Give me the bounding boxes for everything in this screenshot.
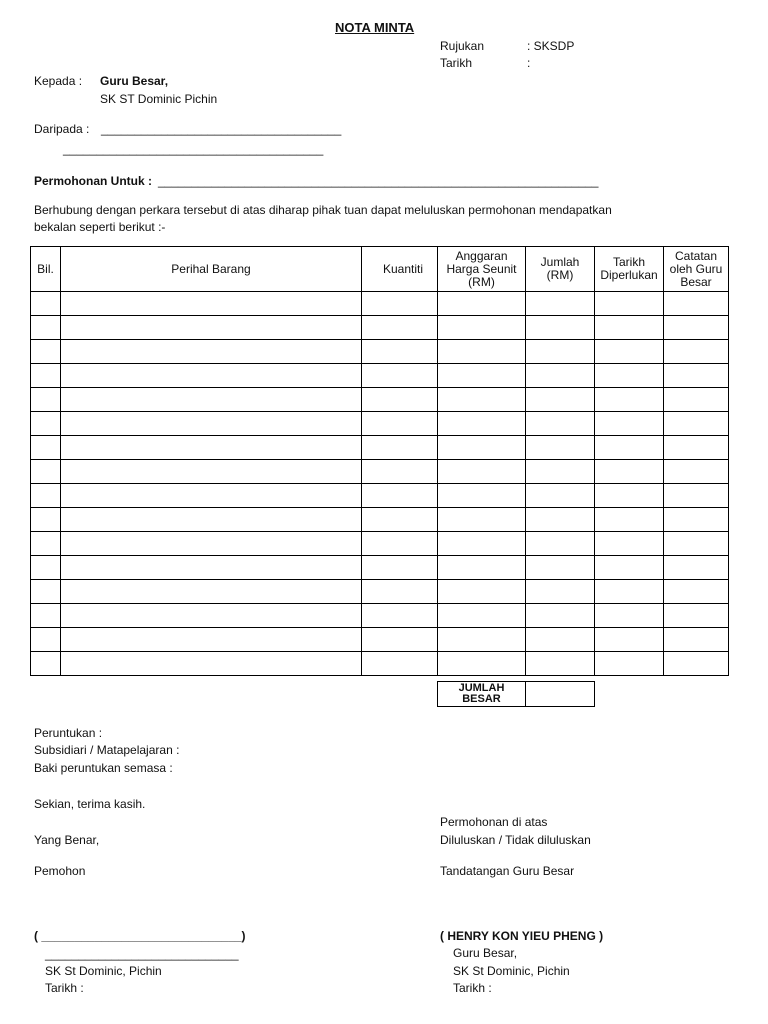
table-cell[interactable]: [61, 604, 362, 628]
table-cell[interactable]: [595, 388, 664, 412]
table-cell[interactable]: [362, 556, 438, 580]
table-cell[interactable]: [526, 292, 595, 316]
table-cell[interactable]: [31, 388, 61, 412]
table-cell[interactable]: [595, 604, 664, 628]
daripada-line-1: ____________________________________: [101, 122, 342, 136]
peruntukan-label: Peruntukan :: [34, 726, 103, 740]
table-row: [31, 292, 729, 316]
table-cell[interactable]: [438, 604, 526, 628]
table-header-row: [31, 247, 729, 292]
table-cell[interactable]: [595, 364, 664, 388]
left-signature-bracket: ( ______________________________): [34, 929, 246, 943]
page-title: NOTA MINTA: [335, 20, 415, 35]
subsidiari-label: Subsidiari / Matapelajaran :: [34, 743, 180, 757]
rujukan-value: : SKSDP: [527, 39, 575, 53]
table-row: [31, 580, 729, 604]
table-row: [31, 532, 729, 556]
table-cell[interactable]: [438, 388, 526, 412]
table-cell[interactable]: [526, 652, 595, 676]
table-row: [31, 388, 729, 412]
table-cell[interactable]: [664, 556, 729, 580]
table-cell[interactable]: [362, 436, 438, 460]
table-cell[interactable]: [595, 652, 664, 676]
left-signature-underline: _____________________________: [45, 947, 239, 961]
table-cell[interactable]: [438, 340, 526, 364]
right-signature-tarikh: Tarikh :: [453, 981, 492, 995]
table-row: [31, 316, 729, 340]
table-cell[interactable]: [526, 556, 595, 580]
table-cell[interactable]: [664, 484, 729, 508]
table-cell[interactable]: [595, 484, 664, 508]
table-cell[interactable]: [526, 388, 595, 412]
table-cell[interactable]: [61, 484, 362, 508]
table-cell[interactable]: [526, 316, 595, 340]
intro-line-2: bekalan seperti berikut :-: [34, 220, 166, 234]
table-cell[interactable]: [61, 652, 362, 676]
table-cell[interactable]: [526, 604, 595, 628]
closing-yang-benar: Yang Benar,: [34, 833, 100, 847]
closing-thanks: Sekian, terima kasih.: [34, 797, 146, 811]
daripada-line-2: _______________________________________: [63, 142, 324, 156]
table-cell[interactable]: [438, 580, 526, 604]
table-cell[interactable]: [526, 340, 595, 364]
table-cell[interactable]: [31, 604, 61, 628]
right-signature-school: SK St Dominic, Pichin: [453, 964, 570, 978]
table-cell[interactable]: [61, 556, 362, 580]
table-row: [31, 484, 729, 508]
table-cell[interactable]: [595, 292, 664, 316]
table-cell[interactable]: [362, 604, 438, 628]
table-cell[interactable]: [526, 460, 595, 484]
table-cell[interactable]: [362, 292, 438, 316]
table-cell[interactable]: [664, 436, 729, 460]
table-cell[interactable]: [438, 436, 526, 460]
table-cell[interactable]: [362, 340, 438, 364]
table-row: [31, 340, 729, 364]
table-cell[interactable]: [31, 484, 61, 508]
table-cell[interactable]: [31, 508, 61, 532]
table-cell[interactable]: [31, 436, 61, 460]
table-cell[interactable]: [61, 388, 362, 412]
table-cell[interactable]: [61, 436, 362, 460]
table-cell[interactable]: [61, 508, 362, 532]
table-cell[interactable]: [664, 532, 729, 556]
table-cell[interactable]: [438, 556, 526, 580]
table-cell[interactable]: [61, 412, 362, 436]
table-cell[interactable]: [31, 532, 61, 556]
table-cell[interactable]: [664, 460, 729, 484]
table-cell[interactable]: [595, 508, 664, 532]
kepada-name: Guru Besar,: [100, 74, 169, 88]
table-cell[interactable]: [664, 316, 729, 340]
table-cell[interactable]: [61, 628, 362, 652]
table-cell[interactable]: [664, 652, 729, 676]
approval-line-1: Permohonan di atas: [440, 815, 548, 829]
table-cell[interactable]: [526, 532, 595, 556]
left-signature-school: SK St Dominic, Pichin: [45, 964, 162, 978]
table-cell[interactable]: [61, 460, 362, 484]
table-row: [31, 628, 729, 652]
table-cell[interactable]: [61, 316, 362, 340]
table-cell[interactable]: [438, 316, 526, 340]
table-cell[interactable]: [595, 412, 664, 436]
table-cell[interactable]: [362, 460, 438, 484]
table-cell[interactable]: [664, 388, 729, 412]
right-signature-title: Guru Besar,: [453, 946, 518, 960]
table-cell[interactable]: [664, 604, 729, 628]
table-row: [31, 364, 729, 388]
table-cell[interactable]: [526, 508, 595, 532]
jumlah-besar-label: JUMLAH BESAR: [438, 682, 526, 707]
table-cell[interactable]: [664, 340, 729, 364]
table-cell[interactable]: [61, 292, 362, 316]
table-row: [31, 604, 729, 628]
table-cell[interactable]: [31, 460, 61, 484]
table-cell[interactable]: [61, 580, 362, 604]
table-cell[interactable]: [595, 532, 664, 556]
kepada-label: Kepada :: [34, 74, 83, 88]
total-table: [437, 681, 595, 707]
table-cell[interactable]: [31, 652, 61, 676]
table-cell[interactable]: [31, 340, 61, 364]
table-cell[interactable]: [438, 532, 526, 556]
table-cell[interactable]: [595, 628, 664, 652]
table-cell[interactable]: [362, 388, 438, 412]
table-cell[interactable]: [438, 460, 526, 484]
table-row: [31, 556, 729, 580]
header-anggaran-harga: Anggaran Harga Seunit (RM): [438, 247, 526, 292]
table-cell[interactable]: [438, 652, 526, 676]
table-cell[interactable]: [526, 412, 595, 436]
table-cell[interactable]: [31, 316, 61, 340]
table-cell[interactable]: [362, 532, 438, 556]
table-row: [31, 460, 729, 484]
table-cell[interactable]: [595, 460, 664, 484]
table-cell[interactable]: [362, 652, 438, 676]
table-cell[interactable]: [526, 484, 595, 508]
rujukan-label: Rujukan: [440, 39, 485, 53]
table-cell[interactable]: [61, 340, 362, 364]
table-cell[interactable]: [595, 316, 664, 340]
permohonan-line: __________________________________________________________________: [158, 174, 599, 188]
table-cell[interactable]: [31, 628, 61, 652]
table-cell[interactable]: [362, 412, 438, 436]
table-cell[interactable]: [595, 556, 664, 580]
table-cell[interactable]: [362, 316, 438, 340]
table-cell[interactable]: [526, 628, 595, 652]
table-cell[interactable]: [31, 580, 61, 604]
header-bil: Bil.: [31, 247, 61, 292]
table-cell[interactable]: [362, 364, 438, 388]
table-row: [31, 652, 729, 676]
jumlah-besar-cell[interactable]: [526, 682, 595, 707]
table-cell[interactable]: [31, 364, 61, 388]
table-cell[interactable]: [438, 508, 526, 532]
table-cell[interactable]: [362, 508, 438, 532]
table-cell[interactable]: [595, 340, 664, 364]
table-cell[interactable]: [664, 412, 729, 436]
items-table: [30, 246, 729, 676]
table-cell[interactable]: [664, 508, 729, 532]
table-cell[interactable]: [31, 556, 61, 580]
header-catatan: Catatan oleh Guru Besar: [664, 247, 729, 292]
table-cell[interactable]: [438, 484, 526, 508]
table-cell[interactable]: [61, 532, 362, 556]
table-cell[interactable]: [362, 580, 438, 604]
table-cell[interactable]: [61, 364, 362, 388]
table-cell[interactable]: [526, 580, 595, 604]
header-perihal-barang: Perihal Barang: [61, 247, 362, 292]
permohonan-label: Permohonan Untuk :: [34, 174, 153, 188]
header-tarikh-diperlukan: Tarikh Diperlukan: [595, 247, 664, 292]
approval-signature: Tandatangan Guru Besar: [440, 864, 575, 878]
approval-line-2: Diluluskan / Tidak diluluskan: [440, 833, 591, 847]
table-cell[interactable]: [595, 580, 664, 604]
tarikh-value: :: [527, 56, 531, 70]
table-cell[interactable]: [664, 628, 729, 652]
baki-label: Baki peruntukan semasa :: [34, 761, 173, 775]
header-kuantiti: Kuantiti: [362, 247, 438, 292]
left-signature-tarikh: Tarikh :: [45, 981, 84, 995]
table-row: [31, 412, 729, 436]
daripada-label: Daripada :: [34, 122, 90, 136]
closing-pemohon: Pemohon: [34, 864, 86, 878]
table-cell[interactable]: [664, 292, 729, 316]
table-cell[interactable]: [526, 364, 595, 388]
table-cell[interactable]: [664, 580, 729, 604]
table-cell[interactable]: [362, 484, 438, 508]
table-cell[interactable]: [438, 412, 526, 436]
table-cell[interactable]: [31, 292, 61, 316]
table-cell[interactable]: [664, 364, 729, 388]
table-row: [31, 436, 729, 460]
table-cell[interactable]: [595, 436, 664, 460]
table-cell[interactable]: [31, 412, 61, 436]
header-jumlah: Jumlah (RM): [526, 247, 595, 292]
table-row: [31, 508, 729, 532]
tarikh-label: Tarikh: [440, 56, 473, 70]
table-cell[interactable]: [438, 628, 526, 652]
table-cell[interactable]: [362, 628, 438, 652]
kepada-school: SK ST Dominic Pichin: [100, 92, 218, 106]
table-cell[interactable]: [438, 292, 526, 316]
table-cell[interactable]: [526, 436, 595, 460]
intro-line-1: Berhubung dengan perkara tersebut di atas diharap pihak tuan dapat meluluskan permohonan mendapatkan: [34, 203, 612, 217]
right-signature-name: ( HENRY KON YIEU PHENG ): [440, 929, 604, 943]
table-cell[interactable]: [438, 364, 526, 388]
